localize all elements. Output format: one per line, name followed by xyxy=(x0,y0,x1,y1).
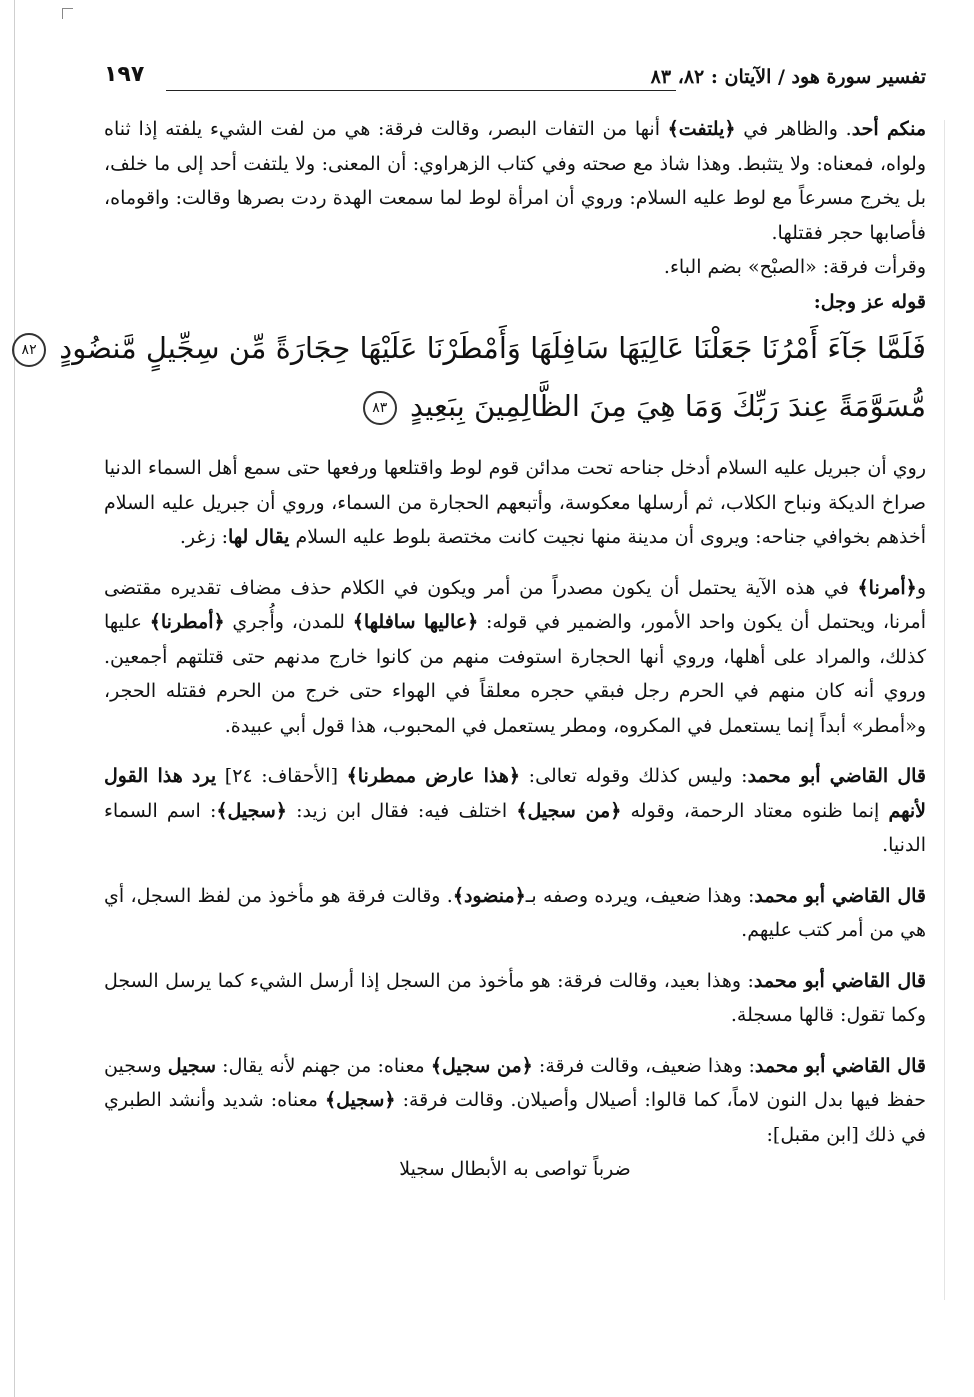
text-run: : وهذا ضعيف، وقالت فرقة: xyxy=(532,1054,755,1077)
quranic-phrase: ﴿سجيل﴾ xyxy=(324,1089,396,1111)
quranic-phrase: ﴿يلتفت﴾ xyxy=(667,118,736,140)
section-intro: قوله عز وجل: xyxy=(813,290,926,313)
quran-text: فَلَمَّا جَآءَ أَمْرُنَا جَعَلْنَا عَالِيَهَا سَافِلَهَا وَأَمْطَرْنَا عَلَيْهَا حِجَارَةً مِّن سِجِّيلٍ مَّنضُودٍ xyxy=(59,331,926,365)
quranic-phrase: ﴿هذا عارض ممطرنا﴾ xyxy=(346,765,521,787)
paragraph xyxy=(104,964,926,1033)
text-run: : زغر. xyxy=(179,526,228,548)
text-run: إنما ظنوه معتاد الرحمة، وقوله xyxy=(621,799,889,822)
text-run: : وهذا ضعيف، ويرده وصفه بـ xyxy=(525,884,755,907)
text-run: : اسم السماء الدنيا. xyxy=(104,799,926,856)
paragraph xyxy=(104,451,926,555)
text-run: للمدن، وأُجري xyxy=(224,611,353,633)
scan-edge-line xyxy=(944,120,945,1300)
quran-text: مُّسَوَّمَةً عِندَ رَبِّكَ وَمَا هِيَ مِنَ الظَّالِمِينَ بِبَعِيدٍ xyxy=(410,389,926,423)
page-body xyxy=(21,112,927,1187)
text-run: : وهذا بعيد، وقالت فرقة: هو مأخوذ من السجل إذا أرسل الشيء كما يرسل السجل وكما تقول: قالها مسجلة. xyxy=(104,969,926,1026)
running-header xyxy=(104,62,926,100)
speaker-label: قال القاضي أبو محمد xyxy=(753,969,926,992)
quranic-phrase: ﴿أمرنا﴾ xyxy=(857,576,917,599)
text-run: يرد هذا القول لأنهم xyxy=(104,765,926,822)
text-run: يقال لها xyxy=(227,526,290,548)
paragraph xyxy=(104,759,926,863)
text-run: سجيل xyxy=(167,1054,217,1077)
text-run: و xyxy=(916,576,926,599)
paragraph xyxy=(104,571,926,744)
paragraph: وقرأت فرقة: «الصبْح» بضم الباء. xyxy=(663,256,926,278)
quran-verse-block xyxy=(21,319,926,435)
speaker-label: قال القاضي أبو محمد xyxy=(754,884,927,907)
text-run: وسجين حفظ فيها بدل النون لاماً، كما قالوا: أصيلال وأصيلان. وقالت فرقة: xyxy=(104,1054,926,1111)
text-run: عليها كذلك، والمراد على أهلها، وروي أنها الحجارة استوفت منهم من كانوا خارج مدنهم حتى قتلتهم أجمعين. وروي أنه كان منهم في الحرم رجل فبقي حجره معلقاً في الهواء حتى خرج من الحرم فقتله الحجر، و«أمطر» أبداً إنما يستعمل في المكروه، ومطر يستعمل في المحبوب، هذا قول أبي عبيدة. xyxy=(104,611,926,737)
text-run: في هذه الآية يحتمل أن يكون مصدراً من أمر ويكون في الكلام حذف مضاف تقديره مقتضى أمرنا، ويحتمل أن يكون واحد الأمور، والضمير في قوله: xyxy=(104,576,927,633)
quranic-phrase: ﴿عاليها سافلها﴾ xyxy=(352,611,479,633)
text-run: : وليس كذلك وقوله تعالى: xyxy=(520,765,748,787)
quranic-phrase: ﴿سجيل﴾ xyxy=(216,799,287,822)
ayah-number-mark: ٨٢ xyxy=(12,333,46,367)
ayah-number-mark: ٨٣ xyxy=(363,391,397,425)
quranic-phrase: ﴿منضود﴾ xyxy=(452,884,526,907)
text-run: روي أن جبريل عليه السلام أدخل جناحه تحت مدائن قوم لوط واقتلعها ورفعها حتى سمع أهل السماء الدنيا صراخ الديكة ونباح الكلاب، ثم أرسلها معكوسة، وأتبعهم الحجارة من السماء، وروي أن جبريل عليه السلام أخذهم بخوافي جناحه: ويروى أن مدينة منها نجيت كانت مختصة بلوط عليه السلام xyxy=(104,457,926,548)
quranic-phrase: ﴿أمطرنا﴾ xyxy=(149,611,225,633)
text-run: أنها من التفات البصر، وقالت فرقة: هي من لفت الشيء يلفته إذا ثناه ولواه، فمعناه: ولا يتثبط. وهذا شاذ مع صحته وفي كتاب الزهراوي: أن المعنى: ولا يلتفت أحد إلى ما خلف، بل يخرج مسرعاً مع لوط عليه السلام: وروي أن امرأة لوط لما سمعت الهدة ردت بصرها وقالت: واقوماه، فأصابها حجر فقتلها. xyxy=(104,118,926,244)
header-rule xyxy=(166,90,676,91)
quran-line xyxy=(104,377,926,435)
paragraph xyxy=(104,112,926,250)
text-run: . وقالت فرقة هو مأخوذ من لفظ السجل، أي هي من أمر كتب عليهم. xyxy=(104,884,926,941)
speaker-label: قال القاضي أبو محمد xyxy=(754,1054,926,1077)
scan-edge-line xyxy=(14,0,15,1397)
quranic-phrase: ﴿من سجيل﴾ xyxy=(430,1054,533,1077)
text-run: اختلف فيه: فقال ابن زيد: xyxy=(286,799,517,822)
quranic-phrase: ﴿من سجيل﴾ xyxy=(516,799,622,822)
paragraph xyxy=(104,1049,926,1153)
quran-line xyxy=(21,319,926,377)
running-header-title: تفسير سورة هود / الآيتان : ٨٢، ٨٣ xyxy=(650,66,926,88)
quranic-phrase: منكم أحد xyxy=(851,118,926,140)
speaker-label: قال القاضي أبو محمد xyxy=(747,765,926,787)
text-run: معناه: من جهنم لأنه يقال: xyxy=(216,1054,431,1077)
poetry-verse: ضرباً تواصى به الأبطال سجيلا xyxy=(399,1158,631,1180)
text-run: [الأحقاف: ٢٤] xyxy=(216,765,347,787)
text-run: معناه: شديد وأنشد الطبري في ذلك [ابن مقبل]: xyxy=(104,1089,926,1146)
crop-mark xyxy=(62,8,73,19)
text-run: . والظاهر في xyxy=(735,118,852,140)
page-number: ١٩٧ xyxy=(104,62,145,87)
paragraph xyxy=(104,879,926,948)
